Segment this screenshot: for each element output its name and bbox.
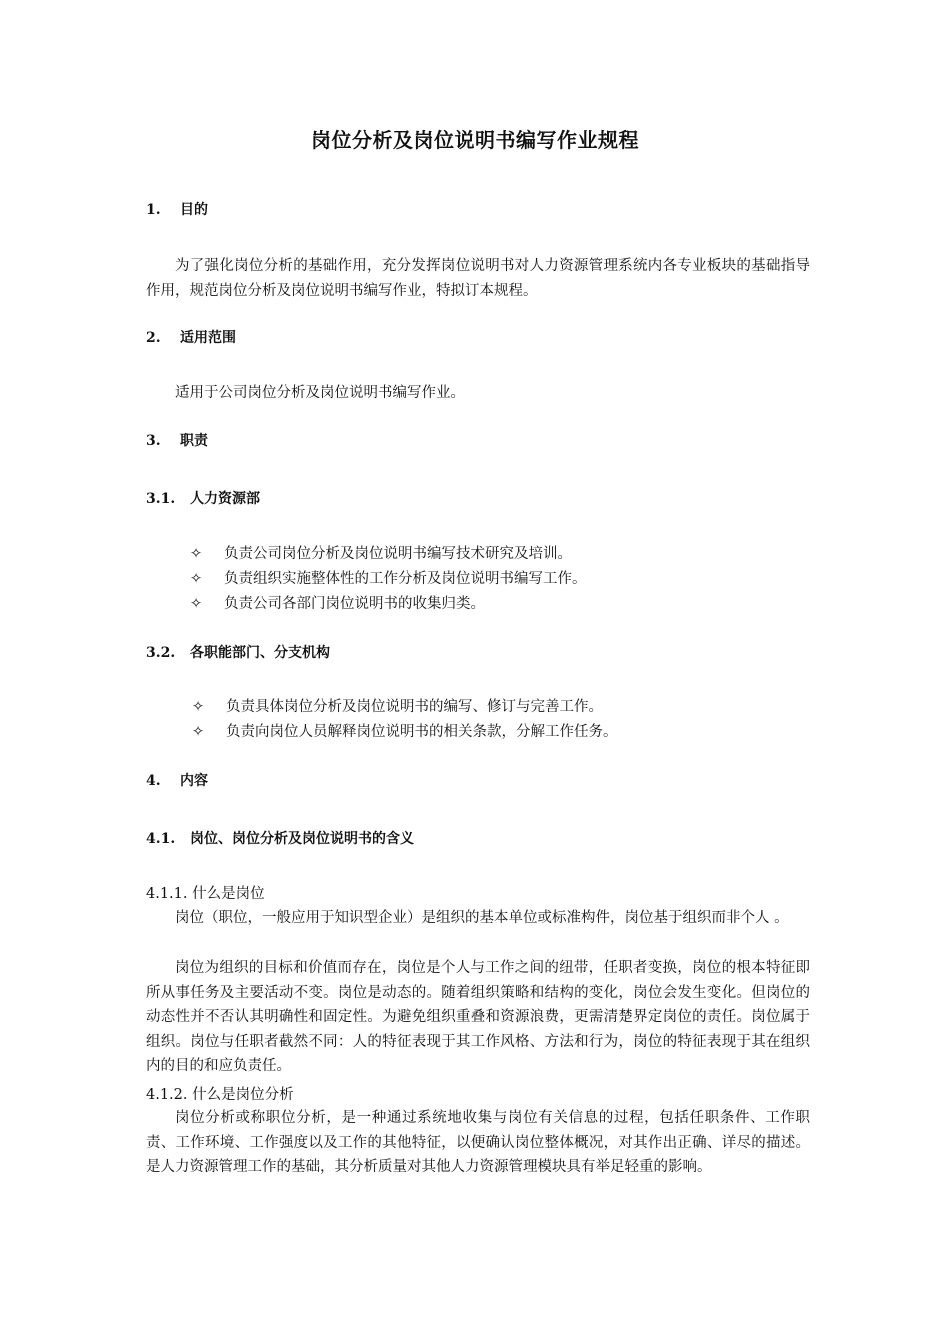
list-item: ✧ 负责组织实施整体性的工作分析及岗位说明书编写工作。 — [190, 567, 587, 591]
bullet-icon: ✧ — [192, 699, 205, 715]
section-3-2-heading — [146, 642, 330, 662]
subsection-4-1-1-paragraph-2: 岗位为组织的目标和价值而存在，岗位是个人与工作之间的纽带，任职者变换，岗位的根本特征即所从事任务及主要活动不变。岗位是动态的。随着组织策略和结构的变化，岗位会发生变化。但岗位的动态性并不否认其明确性和固定性。为避免组织重叠和资源浪费，更需清楚界定岗位的责任。岗位属于组织。岗位与任职者截然不同：人的特征表现于其工作风格、方法和行为，岗位的特征表现于其在组织内的目的和应负责任。 — [146, 960, 810, 1075]
section-number: 3.1. — [146, 491, 176, 507]
bullet-icon: ✧ — [190, 571, 203, 587]
section-title: 岗位、岗位分析及岗位说明书的含义 — [190, 831, 414, 847]
section-number: 3. — [146, 433, 161, 449]
section-title: 人力资源部 — [190, 491, 260, 507]
section-title: 内容 — [180, 773, 208, 789]
section-4-1-heading — [146, 828, 414, 848]
list-item: ✧ 负责公司各部门岗位说明书的收集归类。 — [190, 592, 485, 616]
list-item: ✧ 负责具体岗位分析及岗位说明书的编写、修订与完善工作。 — [192, 695, 603, 719]
bullet-icon: ✧ — [192, 724, 205, 740]
subsection-4-1-1-paragraph-1: 岗位（职位，一般应用于知识型企业）是组织的基本单位或标准构件，岗位基于组织而非个人 。 — [175, 910, 789, 926]
section-number: 1. — [146, 202, 161, 218]
section-title: 目的 — [180, 202, 208, 218]
section-3-heading — [146, 430, 208, 450]
section-1-text: 为了强化岗位分析的基础作用，充分发挥岗位说明书对人力资源管理系统内各专业板块的基础指导作用，规范岗位分析及岗位说明书编写作业，特拟订本规程。 — [146, 258, 810, 299]
subsection-4-1-2-label: 4.1.2. 什么是岗位分析 — [146, 1087, 294, 1103]
section-title: 职责 — [180, 433, 208, 449]
section-number: 2. — [146, 330, 161, 346]
section-number: 3.2. — [146, 645, 176, 661]
section-4-heading — [146, 770, 208, 790]
subsection-4-1-1-label: 4.1.1. 什么是岗位 — [146, 886, 265, 902]
list-item: ✧ 负责向岗位人员解释岗位说明书的相关条款，分解工作任务。 — [192, 720, 618, 744]
bullet-icon: ✧ — [190, 546, 203, 562]
section-1-heading — [146, 199, 208, 219]
section-number: 4.1. — [146, 831, 176, 847]
list-item: ✧ 负责公司岗位分析及岗位说明书编写技术研究及培训。 — [190, 542, 572, 566]
section-2-text: 适用于公司岗位分析及岗位说明书编写作业。 — [175, 385, 465, 401]
subsection-4-1-2-paragraph-1: 岗位分析或称职位分析，是一种通过系统地收集与岗位有关信息的过程，包括任职条件、工作职责、工作环境、工作强度以及工作的其他特征，以便确认岗位整体概况，对其作出正确、详尽的描述。是人力资源管理工作的基础，其分析质量对其他人力资源管理模块具有举足轻重的影响。 — [146, 1110, 810, 1176]
section-title: 适用范围 — [180, 330, 236, 346]
document-title: 岗位分析及岗位说明书编写作业规程 — [311, 128, 639, 152]
section-title: 各职能部门、分支机构 — [190, 645, 330, 661]
section-3-1-heading — [146, 488, 260, 508]
section-2-heading — [146, 327, 236, 347]
section-number: 4. — [146, 773, 161, 789]
bullet-icon: ✧ — [190, 596, 203, 612]
